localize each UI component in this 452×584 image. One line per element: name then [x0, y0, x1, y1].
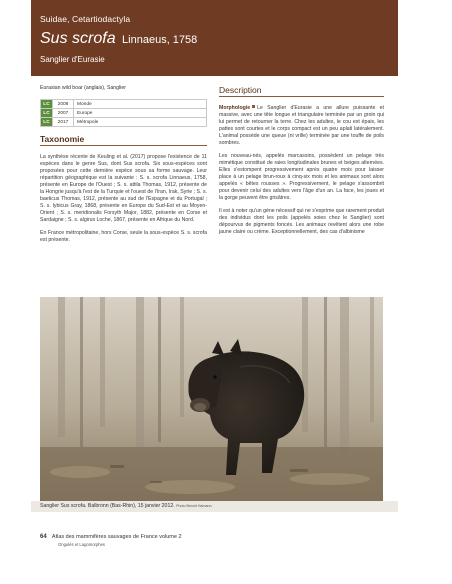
- wild-boar-photo: [40, 297, 383, 501]
- status-row: [41, 100, 207, 109]
- species-title: [40, 30, 197, 48]
- status-scope: Monde: [74, 100, 207, 109]
- book-subtitle: Ongulés et Lagomorphes: [58, 542, 106, 547]
- photo-caption: [31, 501, 398, 512]
- status-year: 2017: [53, 118, 74, 127]
- other-names: Eurasian wild boar (anglais), Sanglier: [40, 85, 126, 91]
- status-row: [41, 109, 207, 118]
- taxonomy-paragraph: En France métropolitaine, hors Corse, seule la sous-espèce S. s. scrofa est présente.: [40, 230, 207, 243]
- square-bullet-icon: [252, 105, 255, 108]
- species-banner: [31, 0, 398, 76]
- description-paragraph: Il est à noter qu'un gène nécessif qui ne s'exprime que rarement produit des individus dont les poils (appelés soies chez le Sanglier) sont dépourvus de pigments foncés. Les animaux revêtent alors une robe jaune claire ou crème. Exceptionnellement, des cas d'albinisme: [219, 208, 384, 235]
- taxonomy-heading: Taxonomie: [40, 134, 207, 146]
- page-number: 64: [40, 534, 47, 540]
- status-badge: LC: [41, 118, 53, 127]
- caption-text: Sanglier Sus scrofa. Balbronn (Bas-Rhin), 15 janvier 2012.: [40, 503, 175, 509]
- common-name: Sanglier d'Eurasie: [40, 55, 105, 64]
- status-year: 2008: [53, 100, 74, 109]
- page-footer: [40, 534, 182, 547]
- left-column: [40, 85, 207, 250]
- morphology-paragraph: [219, 105, 384, 147]
- status-row: [41, 118, 207, 127]
- scientific-name: Sus scrofa: [40, 30, 116, 47]
- morphology-label: Morphologie: [219, 105, 251, 111]
- family-label: Suidae, Cetartiodactyla: [40, 14, 131, 24]
- status-badge: LC: [41, 100, 53, 109]
- status-scope: Métropole: [74, 118, 207, 127]
- taxonomy-paragraph: La synthèse récente de Keuling et al. (2017) propose l'existence de 11 espèces dans le genre Sus, dont Sus scrofa. Six sous-espèces sont proposées pour cette dernière espèce sous sa forme sauvage. Leur répartition géographique est la suivante : S. s. scrofa Linnaeus, 1758, présente en Europe de l'Ouest ; S. s. attila Thomas, 1912, présente de la Hongrie jusqu'à l'est de la Turquie et l'ouest de l'Iran, Irak, Syrie ; S. s. baeticus Thomas, 1912, présente au sud de l'Espagne et du Portugal ; S. s. lybicus Gray, 1868, présente en Europe du Sud-Est et au Moyen-Orient ; S. s. meridionalis Forsyth Major, 1882, présente en Corse et Sardaigne ; S. s. algirus Loche, 1867, présente en Afrique du Nord.: [40, 154, 207, 223]
- right-column: [219, 85, 384, 242]
- status-scope: Europe: [74, 109, 207, 118]
- book-title: Atlas des mammifères sauvages de France volume 2: [51, 534, 182, 540]
- photo-credit: Photo Benoît Hamann.: [176, 504, 213, 508]
- conservation-status-table: [40, 99, 207, 127]
- status-year: 2007: [53, 109, 74, 118]
- authority: Linnaeus, 1758: [122, 34, 198, 46]
- description-paragraph: Les nouveau-nés, appelés marcassins, possèdent un pelage très mimétique constitué de raies longitudinales brunes et beiges alternées. Elles s'estompent progressivement après quatre mois pour laisser place à un pelage brun-roux à cinq-six mois et les animaux sont alors appelés « bêtes rousses ». Progressivement, le pelage s'assombrit pour devenir celui des adultes vers l'âge d'un an. La face, les joues et la gorge peuvent être grisâtres.: [219, 153, 384, 201]
- wild-boar-illustration: [40, 297, 383, 501]
- morphology-text: Le Sanglier d'Eurasie a une allure puissante et massive, avec une tête longue et triangulaire terminée par un groin qui lui permet de retourner la terre. Chez les adultes, le cou est épais, les pattes sont courtes et le corps compact est un peu aplati latéralement. L'animal possède une queue (ni vrille) terminée par une touffe de poils sombres.: [219, 105, 384, 146]
- description-heading: Description: [219, 85, 384, 97]
- status-badge: LC: [41, 109, 53, 118]
